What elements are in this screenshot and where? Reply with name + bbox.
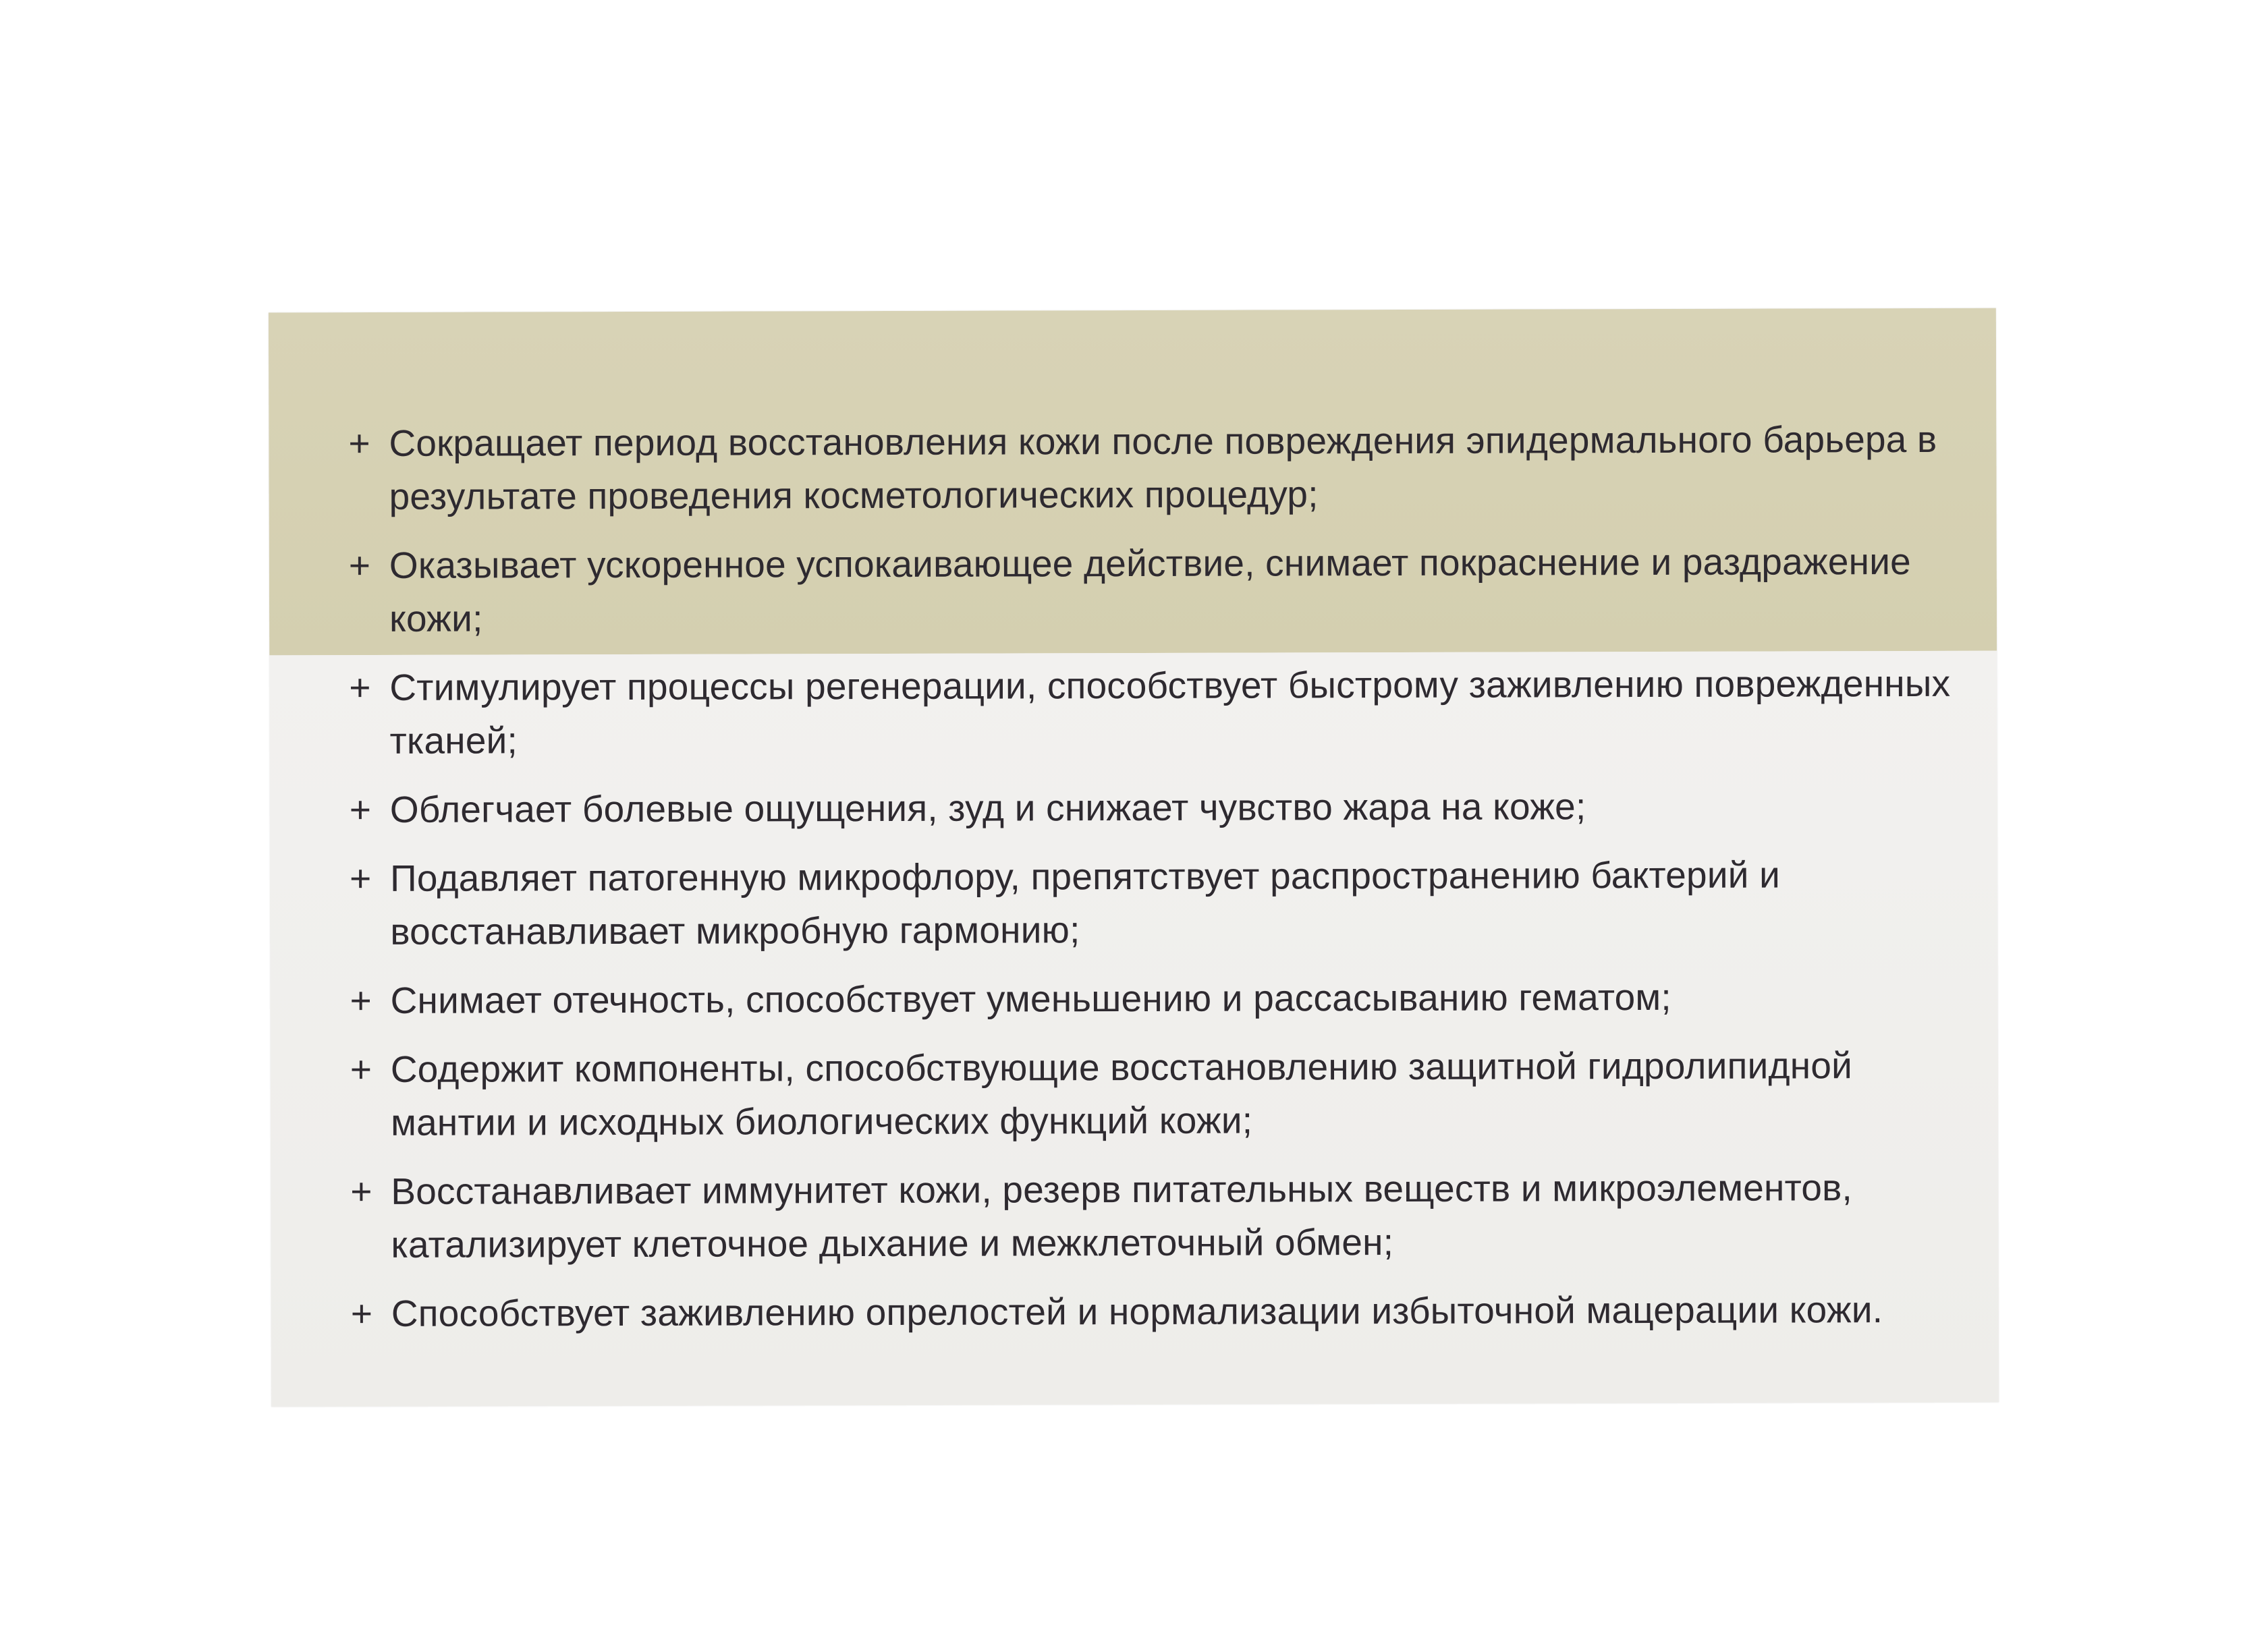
feature-item <box>350 1039 1956 1150</box>
feature-item <box>350 1161 1956 1272</box>
feature-text: Оказывает ускоренное успокаивающее действие, снимает покраснение и раздражение кожи; <box>389 540 1911 640</box>
feature-text: Восстанавливает иммунитет кожи, резерв питательных веществ и микроэлементов, катализирует клеточное дыхание и межклеточный обмен; <box>391 1166 1853 1266</box>
plus-bullet: + <box>350 1292 373 1335</box>
feature-list <box>348 413 1957 1356</box>
plus-bullet: + <box>349 857 372 900</box>
plus-bullet: + <box>348 544 371 587</box>
feature-item <box>349 535 1955 646</box>
plus-bullet: + <box>349 788 372 831</box>
plus-bullet: + <box>350 1048 372 1091</box>
feature-item <box>351 1283 1957 1340</box>
plus-bullet: + <box>348 422 370 465</box>
product-box-side <box>269 308 1999 1407</box>
feature-item <box>350 779 1956 837</box>
feature-text: Стимулирует процессы регенерации, способствует быстрому заживлению поврежденных тканей; <box>389 662 1951 762</box>
plus-bullet: + <box>349 666 371 709</box>
plus-bullet: + <box>350 979 372 1022</box>
feature-text: Сокращает период восстановления кожи после повреждения эпидермального барьера в результате проведения косметологических процедур; <box>389 418 1937 517</box>
feature-item <box>348 413 1954 523</box>
feature-item <box>350 970 1956 1027</box>
feature-text: Облегчает болевые ощущения, зуд и снижает чувство жара на коже; <box>389 785 1586 830</box>
plus-bullet: + <box>350 1170 372 1213</box>
feature-text: Снимает отечность, способствует уменьшению и рассасыванию гематом; <box>390 975 1671 1021</box>
feature-item <box>350 848 1956 959</box>
feature-text: Подавляет патогенную микрофлору, препятствует распространению бактерий и восстанавливает микробную гармонию; <box>389 853 1781 953</box>
feature-item <box>349 657 1955 768</box>
feature-text: Способствует заживлению опрелостей и нормализации избыточной мацерации кожи. <box>391 1288 1883 1334</box>
feature-text: Содержит компоненты, способствующие восстановлению защитной гидролипидной мантии и исходных биологических функций кожи; <box>390 1044 1853 1143</box>
